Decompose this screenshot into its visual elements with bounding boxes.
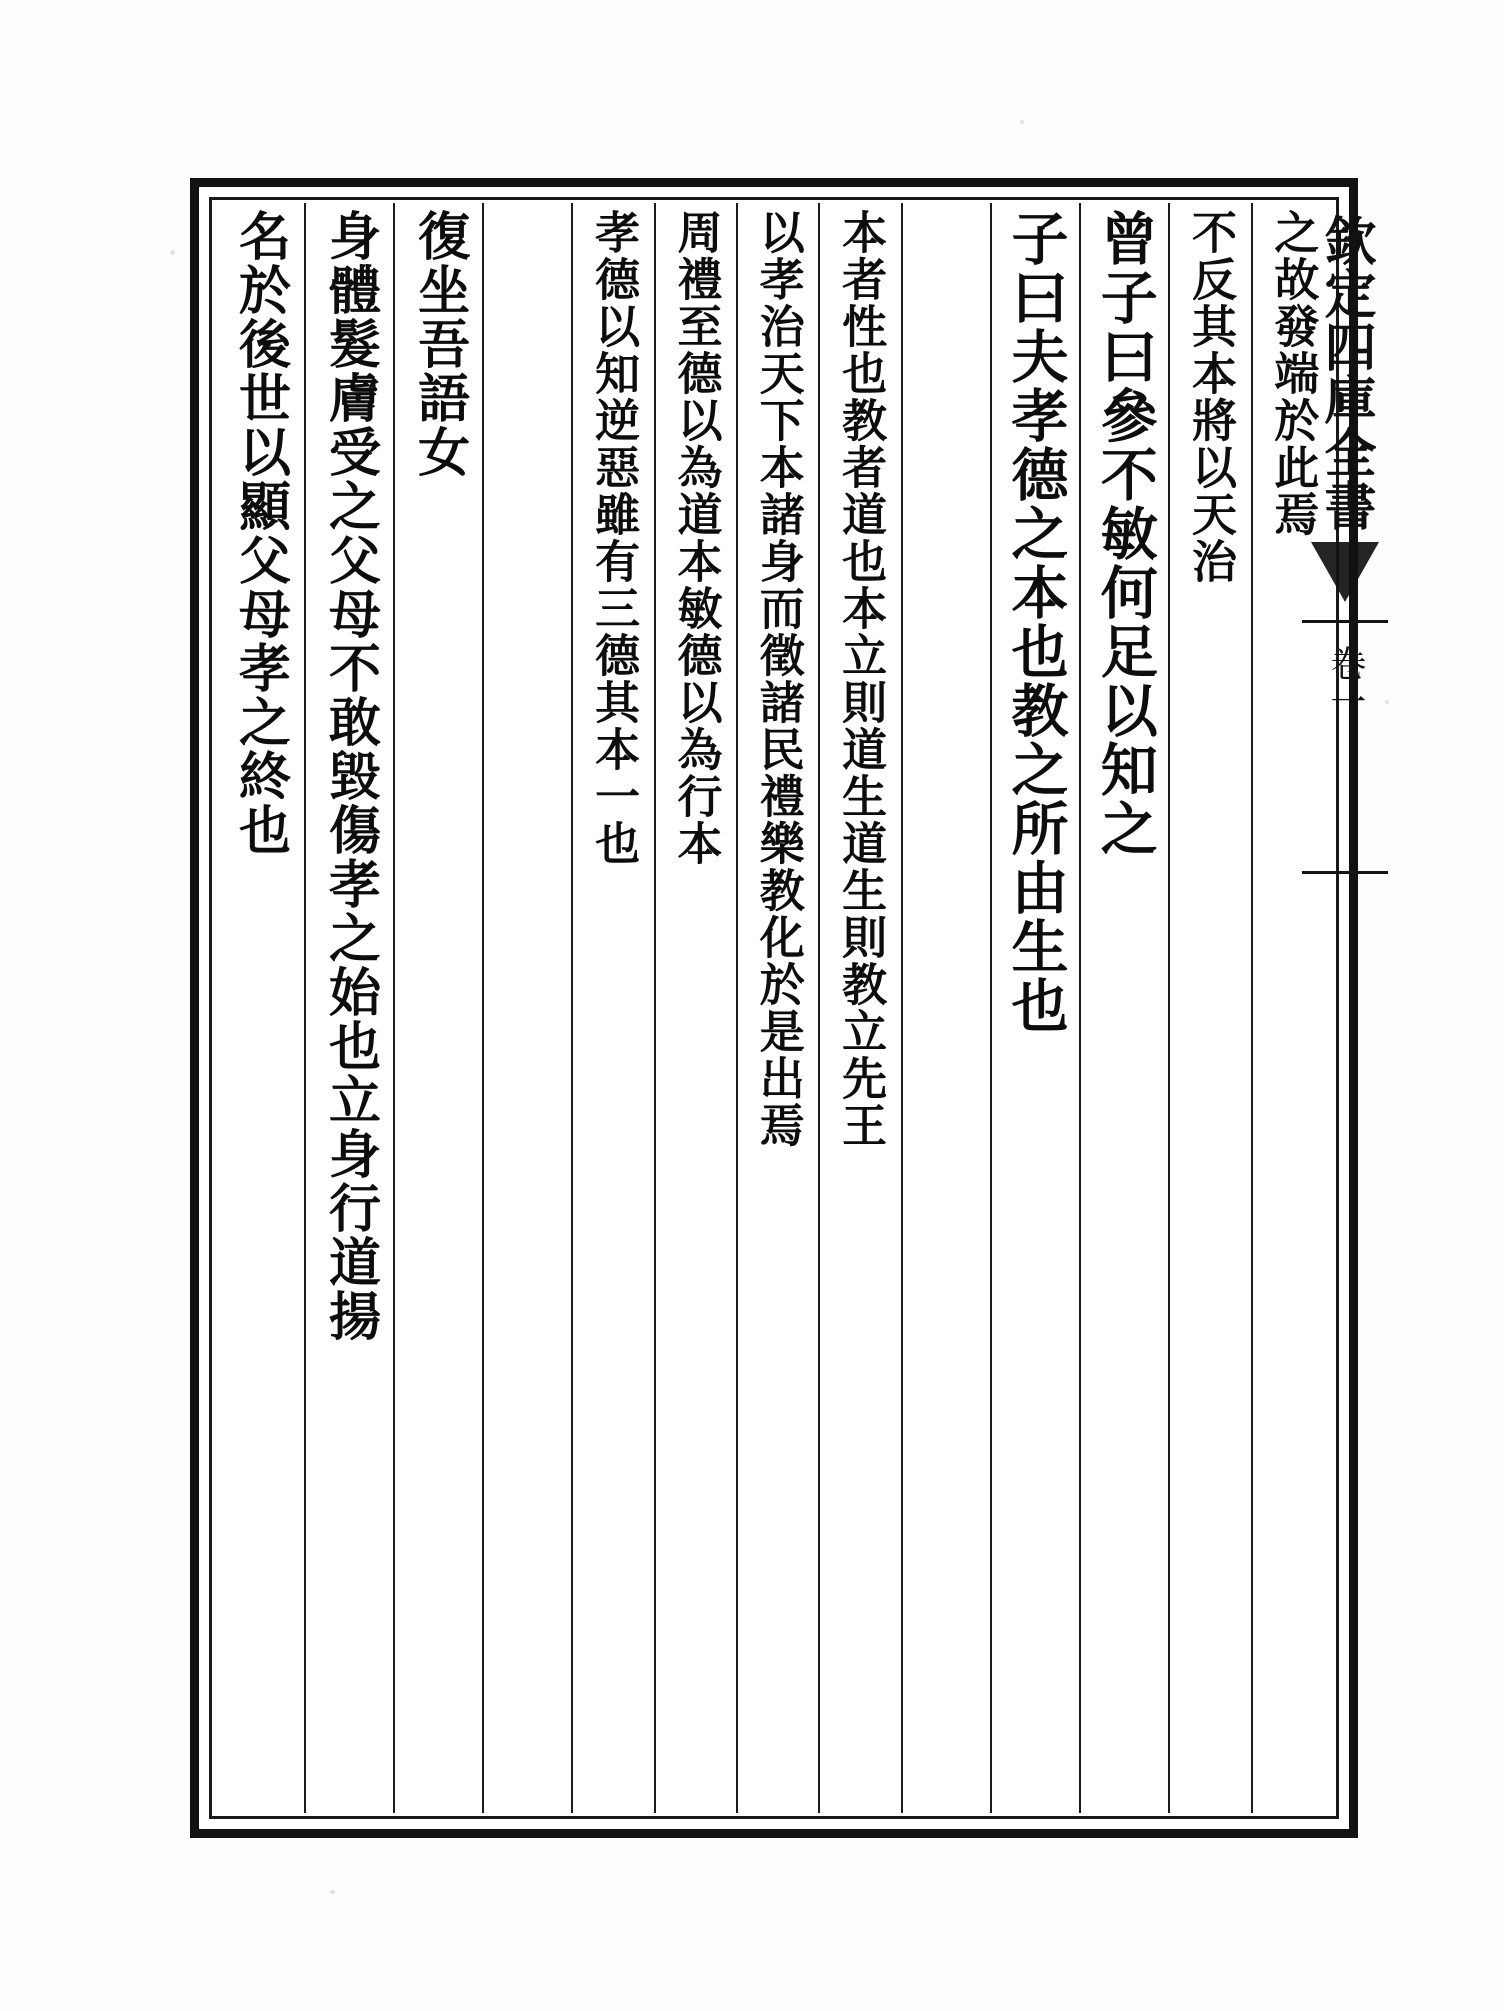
column-text: 曾子曰參不敏何足以知之 (1091, 209, 1159, 858)
column-text: 本者性也教者道也本立則道生道生則教立先王 (834, 209, 888, 1149)
volume-label: 卷一 (1324, 645, 1366, 721)
text-column-2 (1168, 203, 1250, 1813)
column-text: 孝德以知逆惡雖有三德其本一也 (587, 209, 641, 867)
text-column-6 (818, 203, 900, 1813)
spine-divider (1302, 620, 1388, 623)
column-text: 以孝治天下本諸身而徵諸民禮樂教化於是出焉 (751, 209, 805, 1149)
text-column-10-blank (482, 203, 571, 1813)
paper-speck (170, 250, 175, 255)
column-text: 周禮至德以為道本敏德以為行本 (669, 209, 723, 867)
column-text: 身體髮膚受之父母不敢毀傷孝之始也立身行道揚 (319, 209, 381, 1343)
text-column-3 (1079, 203, 1168, 1813)
text-block-frame (190, 178, 1358, 1838)
paper-speck (1020, 120, 1024, 124)
text-column-11 (393, 203, 482, 1813)
series-title: 欽定四庫全書 (1315, 214, 1376, 532)
paper-speck (330, 1890, 335, 1894)
column-text: 名於後世以顯父母孝之終也 (229, 209, 291, 857)
column-text: 之故發端於此焉 (1266, 209, 1320, 538)
column-text: 子曰夫孝德之本也教之所由生也 (1002, 209, 1070, 1035)
column-text-area (215, 203, 1333, 1813)
text-column-8 (654, 203, 736, 1813)
fish-tail-icon (1311, 542, 1379, 602)
column-text: 不反其本將以天治 (1183, 209, 1237, 585)
text-column-5-blank (901, 203, 990, 1813)
spine-divider-lower (1302, 871, 1388, 874)
column-text: 復坐吾語女 (408, 209, 470, 479)
text-column-13 (215, 203, 304, 1813)
text-column-12 (304, 203, 393, 1813)
text-column-7 (736, 203, 818, 1813)
text-column-9 (571, 203, 653, 1813)
text-column-4 (990, 203, 1079, 1813)
spine-strip (1270, 200, 1420, 1800)
